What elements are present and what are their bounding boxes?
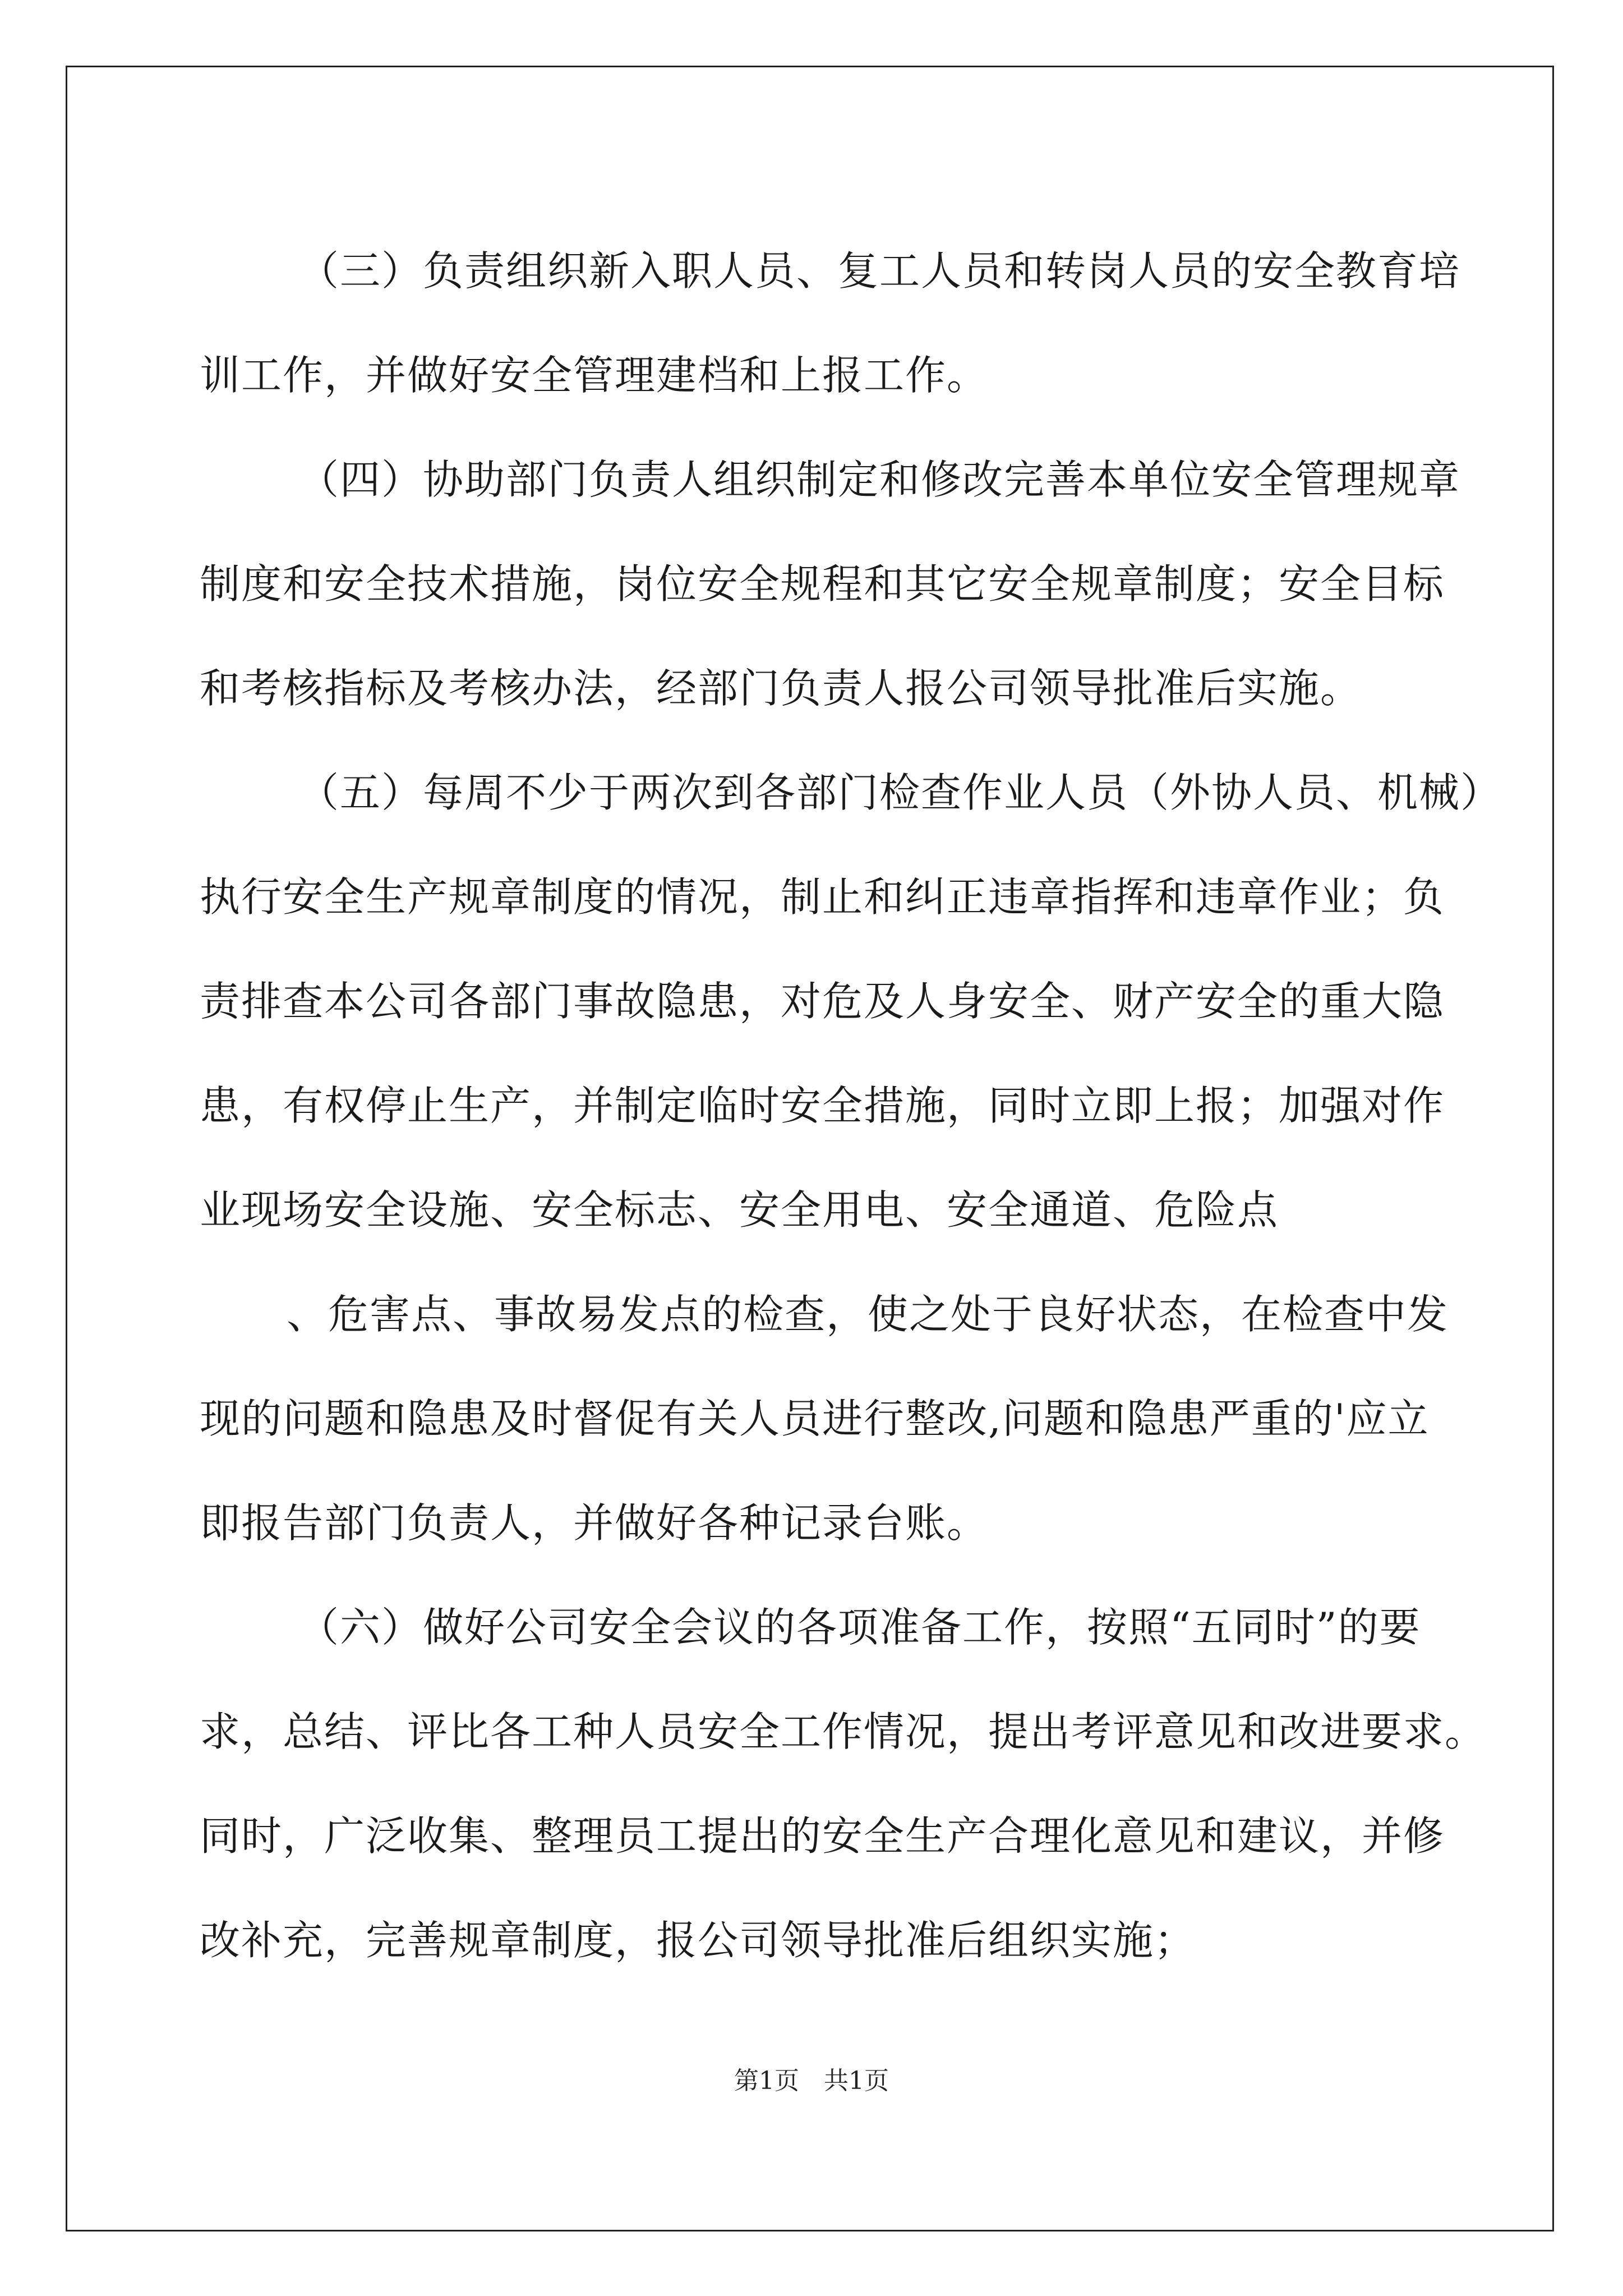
paragraph-5-line-4: 患，有权停止生产，并制定临时安全措施，同时立即上报；加强对作 bbox=[200, 1082, 1445, 1129]
paragraph-5-line-8: 即报告部门负责人，并做好各种记录台账。 bbox=[200, 1499, 989, 1547]
paragraph-6-line-4: 改补充，完善规章制度，报公司领导批准后组织实施； bbox=[200, 1917, 1196, 1964]
paragraph-4-line-1: （四）协助部门负责人组织制定和修改完善本单位安全管理规章 bbox=[298, 456, 1461, 503]
paragraph-6-line-2: 求，总结、评比各工种人员安全工作情况，提出考评意见和改进要求。 bbox=[200, 1708, 1487, 1755]
paragraph-5-line-5: 业现场安全设施、安全标志、安全用电、安全通道、危险点 bbox=[200, 1186, 1279, 1234]
paragraph-6-line-1: （六）做好公司安全会议的各项准备工作，按照“五同时”的要 bbox=[298, 1604, 1421, 1651]
paragraph-6-line-3: 同时，广泛收集、整理员工提出的安全生产合理化意见和建议，并修 bbox=[200, 1812, 1445, 1860]
paragraph-5-line-3: 责排查本公司各部门事故隐患，对危及人身安全、财产安全的重大隐 bbox=[200, 978, 1445, 1025]
paragraph-5-line-6: 、危害点、事故易发点的检查，使之处于良好状态，在检查中发 bbox=[287, 1291, 1449, 1338]
paragraph-4-line-3: 和考核指标及考核办法，经部门负责人报公司领导批准后实施。 bbox=[200, 665, 1362, 712]
page-footer: 第1页 共1页 bbox=[734, 2067, 889, 2095]
document-body bbox=[200, 219, 1502, 1993]
paragraph-5-line-2: 执行安全生产规章制度的情况，制止和纠正违章指挥和违章作业；负 bbox=[200, 873, 1445, 921]
paragraph-3-line-2: 训工作，并做好安全管理建档和上报工作。 bbox=[200, 352, 989, 399]
paragraph-3-line-1: （三）负责组织新入职人员、复工人员和转岗人员的安全教育培 bbox=[298, 247, 1461, 295]
paragraph-4-line-2: 制度和安全技术措施，岗位安全规程和其它安全规章制度；安全目标 bbox=[200, 560, 1445, 608]
paragraph-5-line-7: 现的问题和隐患及时督促有关人员进行整改,问题和隐患严重的'应立 bbox=[200, 1395, 1430, 1442]
paragraph-5-line-1: （五）每周不少于两次到各部门检查作业人员（外协人员、机械） bbox=[298, 769, 1502, 816]
